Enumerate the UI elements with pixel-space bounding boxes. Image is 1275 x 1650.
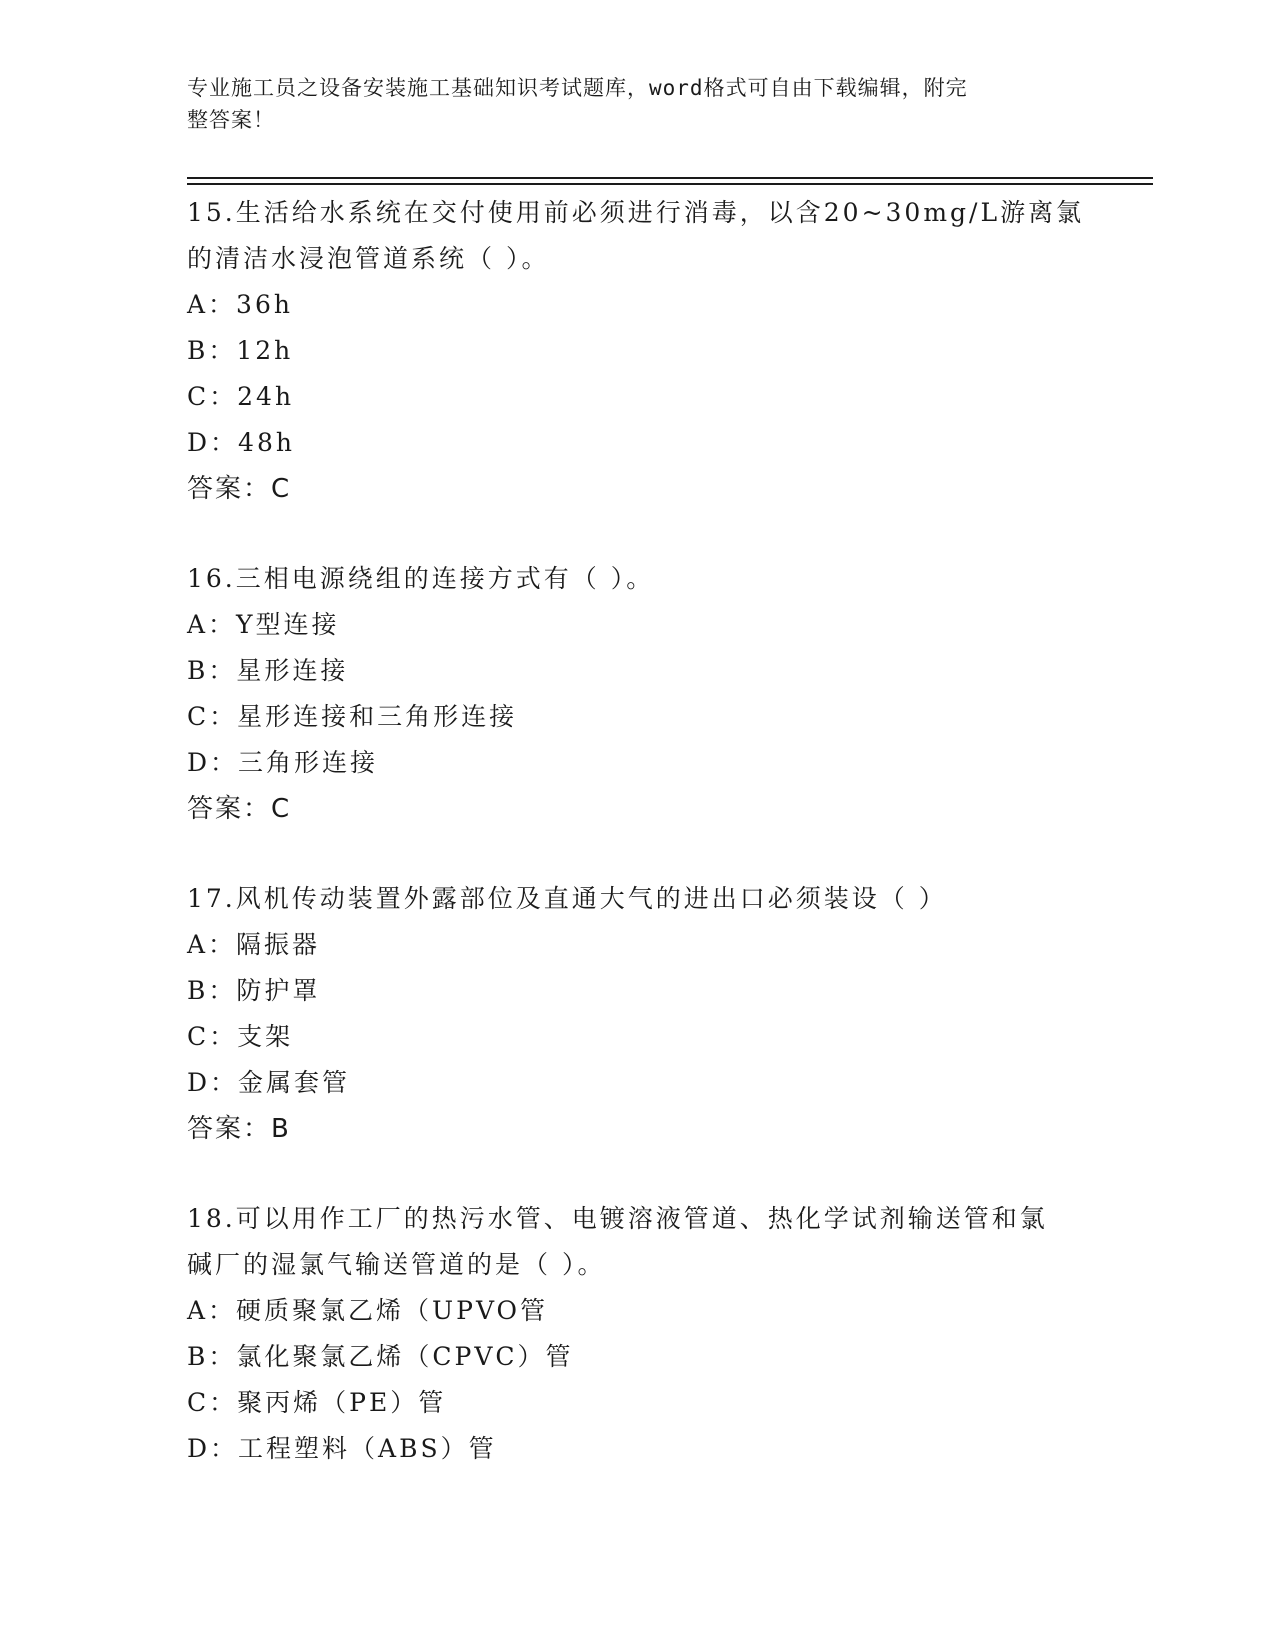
question-17 bbox=[187, 876, 1087, 1152]
option-a: A：Y型连接 bbox=[187, 610, 340, 639]
option-b: B：氯化聚氯乙烯（CPVC）管 bbox=[187, 1342, 574, 1371]
question-stem-continued: 碱厂的湿氯气输送管道的是（ ）。 bbox=[187, 1250, 606, 1279]
question-16 bbox=[187, 556, 1087, 832]
option-c: C：聚丙烯（PE）管 bbox=[187, 1388, 447, 1417]
question-stem: 16.三相电源绕组的连接方式有（ ）。 bbox=[187, 564, 655, 593]
question-15 bbox=[187, 190, 1087, 512]
question-stem: 18.可以用作工厂的热污水管、电镀溶液管道、热化学试剂输送管和氯 bbox=[187, 1204, 1048, 1233]
option-a: A：隔振器 bbox=[187, 930, 321, 959]
question-list bbox=[187, 190, 1087, 1472]
header-divider-top bbox=[187, 177, 1153, 179]
question-18 bbox=[187, 1196, 1087, 1472]
header-line-1: 专业施工员之设备安装施工基础知识考试题库，word格式可自由下载编辑，附完 bbox=[187, 76, 968, 100]
option-c: C：支架 bbox=[187, 1022, 294, 1051]
option-a: A：36h bbox=[187, 290, 293, 319]
option-d: D：工程塑料（ABS）管 bbox=[187, 1434, 497, 1463]
question-stem-continued: 的清洁水浸泡管道系统（ ）。 bbox=[187, 244, 550, 273]
option-b: B：防护罩 bbox=[187, 976, 321, 1005]
option-d: D：三角形连接 bbox=[187, 748, 379, 777]
option-c: C：24h bbox=[187, 382, 295, 411]
answer: 答案：C bbox=[187, 794, 292, 824]
header-divider-bottom bbox=[187, 183, 1153, 185]
header-line-2: 整答案！ bbox=[187, 108, 275, 132]
option-a: A：硬质聚氯乙烯（UPVO管 bbox=[187, 1296, 549, 1325]
option-b: B：星形连接 bbox=[187, 656, 349, 685]
option-d: D：48h bbox=[187, 428, 295, 457]
question-stem: 17.风机传动装置外露部位及直通大气的进出口必须装设（ ） bbox=[187, 884, 947, 913]
option-c: C：星形连接和三角形连接 bbox=[187, 702, 518, 731]
question-stem: 15.生活给水系统在交付使用前必须进行消毒，以含20~30mg/L游离氯 bbox=[187, 198, 1085, 227]
document-header bbox=[187, 72, 1067, 136]
answer: 答案：C bbox=[187, 474, 292, 504]
answer: 答案：B bbox=[187, 1114, 291, 1144]
option-b: B：12h bbox=[187, 336, 294, 365]
option-d: D：金属套管 bbox=[187, 1068, 351, 1097]
